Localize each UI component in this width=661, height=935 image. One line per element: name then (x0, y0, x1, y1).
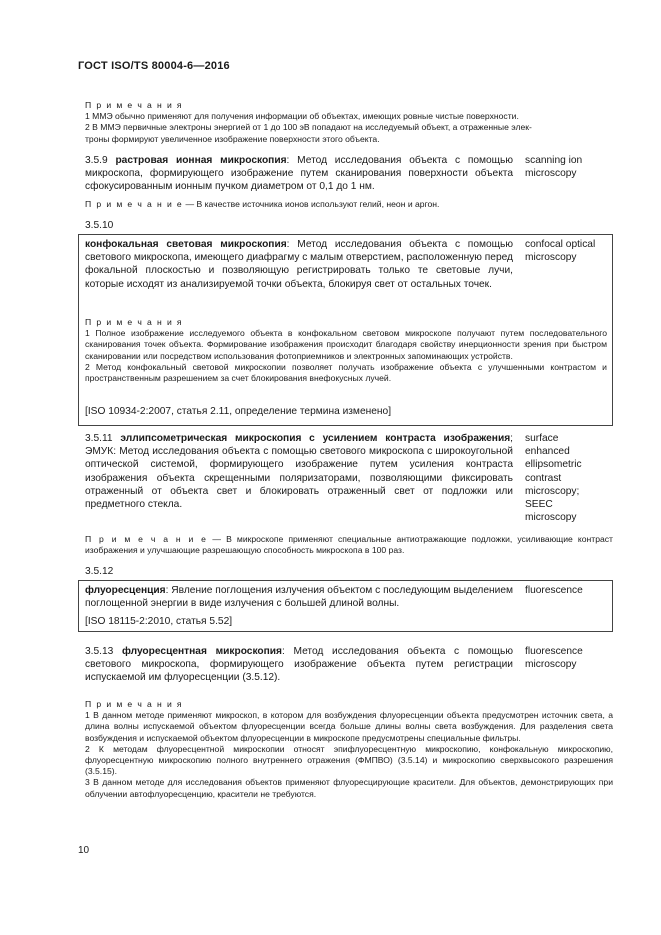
term-definition: : Метод исследования объекта с помощью светового микроскопа, имеющего диафрагму с малым отверстием, расположенную перед фокальной плоскостью и позволяющую регистрировать только те световые лучи, которые исходят из анализируемой точки объекта, блокируя свет от остальных точек. (85, 239, 513, 290)
term-number-3-5-10: 3.5.10 (85, 220, 114, 231)
term-english-3-5-9: scanning ion microscopy (525, 155, 583, 180)
note-text: — В микроскопе применяют специальные антиотражающие подложки, усиливающие контраст изображения и улучшающие разрешающую способность микроскопа в 100 раз. (85, 534, 613, 556)
term-entry-3-5-10 (85, 238, 513, 291)
note-1: 1 Полное изображение исследуемого объекта в конфокальном световом микроскопе получают путем последовательного сканирования точек объекта. Формирование изображения происходит благодаря свойству инерционности зрения при быстром сканировании или посредством использования фотоприемников и электронных запоминающих устройств. (85, 328, 607, 361)
notes-label: П р и м е ч а н и я (85, 317, 183, 327)
term-definition: ; ЭМУК: Метод исследования объекта с помощью светового микроскопа с широкоугольной оптической системой, формирующего изображение путем усиления контраста изображения объекта скрещенными поляризаторами, позволяющими фиксировать отраженный от объекта свет и блокировать отраженный свет от подложки или предметного стекла. (85, 433, 513, 511)
term-definition: : Явление поглощения излучения объектом с последующим выделением поглощенной энергии в виде излучения с большей длиной волны. (85, 585, 513, 610)
term-entry-3-5-11 (85, 432, 513, 511)
english-line: microscopy; (525, 485, 580, 497)
term-english-3-5-13: fluorescence microscopy (525, 646, 583, 671)
note-3: 3 В данном методе для исследования объектов применяют флуоресцирующие красители. Для объектов, демонстрирующих при облучении автофлуоресценцию, красители не требуются. (85, 777, 613, 799)
english-line: surface (525, 433, 559, 444)
note-line-1: 1 ММЭ обычно применяют для получения информации об объектах, имеющих ровные чистые поверхности. (85, 111, 519, 122)
english-line: enhanced (525, 446, 570, 458)
note-label: П р и м е ч а н и е (85, 534, 208, 544)
note-line-2: 2 В ММЭ первичные электроны энергией от 1 до 100 эВ попадают на исследуемый объект, а отраженные элек- (85, 122, 532, 133)
term-entry-3-5-12 (85, 584, 513, 610)
note-2: 2 К методам флуоресцентной микроскопии относят эпифлуоресцентную микроскопию, конфокальную микроскопию, флуоресцентную микроскопию полного внутреннего отражения (ФМПВО) (3.5.14) и микроскопию сверхвысокого разрешения (3.5.15). (85, 743, 613, 777)
term-box-3-5-12 (78, 580, 613, 632)
term-number: 3.5.11 (85, 433, 113, 444)
term-name: эллипсометрическая микроскопия с усилением контраста изображения (120, 433, 511, 444)
term-name: растровая ионная микроскопия (115, 155, 287, 166)
term-source: [ISO 18115-2:2010, статья 5.52] (85, 616, 233, 627)
term-number-3-5-12: 3.5.12 (85, 566, 114, 577)
term-name: флуоресцентная микроскопия (122, 646, 282, 657)
term-definition: : Метод исследования объекта с помощью светового микроскопа, формирующего изображение объекта путем регистрации испускаемой им флуоресценции (3.5.12). (85, 646, 513, 684)
note-3-5-9 (85, 199, 613, 210)
note-3-5-11 (85, 534, 613, 556)
term-english-3-5-10: confocal optical microscopy (525, 239, 596, 264)
notes-label: П р и м е ч а н и я (85, 699, 183, 709)
note-text: — В качестве источника ионов используют гелий, неон и аргон. (183, 199, 440, 209)
note-label: П р и м е ч а н и е (85, 199, 184, 209)
english-line: ellipsometric (525, 459, 582, 471)
english-line: SEEC (525, 499, 553, 511)
term-source: [ISO 10934-2:2007, статья 2.11, определение термина изменено] (85, 406, 392, 417)
term-box-3-5-10 (78, 234, 613, 426)
english-line: microscopy (525, 512, 577, 524)
page-number: 10 (78, 845, 90, 856)
term-name: конфокальная световая микроскопия (85, 239, 287, 250)
document-header: ГОСТ ISO/TS 80004-6—2016 (78, 60, 230, 72)
term-english-3-5-12: fluorescence (525, 585, 583, 596)
term-definition: : Метод исследования объекта с помощью микроскопа, формирующего изображение путем сканирования поверхности объекта сфокусированным ионным пучком диаметром от 0,1 до 1 нм. (85, 155, 514, 193)
term-name: флуоресценция (85, 585, 166, 596)
notes-3-5-10 (85, 317, 607, 384)
term-number: 3.5.13 (85, 646, 114, 657)
term-english-3-5-11 (525, 432, 615, 524)
english-line: contrast (525, 472, 562, 484)
note-line-3: троны формируют увеличенное изображение поверхности этого объекта. (85, 133, 380, 144)
notes-3-5-13 (85, 699, 613, 800)
note-1: 1 В данном методе применяют микроскоп, в котором для возбуждения флуоресценции объекта предусмотрен источник света, а длина волны испускаемой объектом флуоресценции всегда больше длины волны света возбуждения. Для разделения света возбуждения и испускаемой объектом флуоресценции в микроскопе предусмотрены специальные фильтры. (85, 710, 613, 743)
term-number: 3.5.9 (85, 155, 108, 166)
term-entry-3-5-9 (85, 154, 513, 194)
notes-block-mme (85, 100, 613, 145)
term-entry-3-5-13 (85, 645, 513, 685)
note-2: 2 Метод конфокальный световой микроскопии позволяет получать изображение объекта с улучшенными контрастом и пространственным разрешением за счет блокирования внефокусных лучей. (85, 361, 607, 384)
notes-label: П р и м е ч а н и я (85, 100, 183, 110)
